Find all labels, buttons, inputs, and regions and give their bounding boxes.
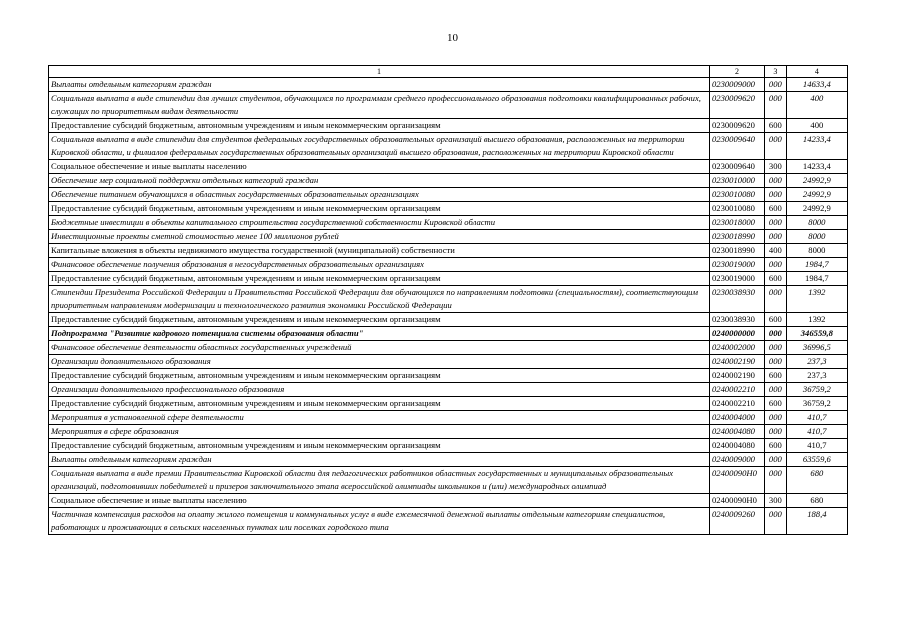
row-code-cell: 0240009260 [709,508,764,535]
row-type-cell: 000 [764,467,786,494]
row-sum-cell: 14233,4 [786,133,847,160]
row-name-cell: Бюджетные инвестиции в объекты капитального строительства государственной собственности Кировской области [49,216,710,230]
row-code-cell: 0240002190 [709,369,764,383]
table-row [49,355,848,369]
row-code-cell: 0230009000 [709,78,764,92]
row-sum-cell: 36759,2 [786,397,847,411]
row-code-cell: 0240004080 [709,439,764,453]
row-sum-cell: 24992,9 [786,188,847,202]
header-cell-sum: 4 [786,66,847,78]
row-name-cell: Мероприятия в сфере образования [49,425,710,439]
row-name-cell: Предоставление субсидий бюджетным, автономным учреждениям и иным некоммерческим организациям [49,369,710,383]
row-code-cell: 0240002000 [709,341,764,355]
row-name-cell: Частичная компенсация расходов на оплату жилого помещения и коммунальных услуг в виде ежемесячной денежной выплаты отдельным категориям специалистов, работающих и проживающих в сельских населенных пунктах или поселках городского типа [49,508,710,535]
row-code-cell: 0230010000 [709,174,764,188]
row-sum-cell: 346559,8 [786,327,847,341]
row-sum-cell: 1984,7 [786,272,847,286]
row-sum-cell: 8000 [786,230,847,244]
row-sum-cell: 24992,9 [786,174,847,188]
row-code-cell: 0230010080 [709,202,764,216]
table-row [49,508,848,535]
row-type-cell: 000 [764,258,786,272]
row-code-cell: 0230019000 [709,272,764,286]
row-name-cell: Социальная выплата в виде стипендии для студентов федеральных государственных образовательных организаций высшего образования, расположенных на территории Кировской области, и филиалов федеральных государственных образовательных организаций высшего образования, расположенных на территории Кировской области [49,133,710,160]
row-code-cell: 0240000000 [709,327,764,341]
row-name-cell: Выплаты отдельным категориям граждан [49,78,710,92]
table-row [49,453,848,467]
row-type-cell: 000 [764,286,786,313]
row-code-cell: 0230009620 [709,92,764,119]
row-sum-cell: 8000 [786,244,847,258]
table-row [49,411,848,425]
row-type-cell: 000 [764,383,786,397]
row-sum-cell: 1392 [786,313,847,327]
table-row [49,327,848,341]
table-row [49,188,848,202]
row-code-cell: 0240004080 [709,425,764,439]
row-name-cell: Подпрограмма "Развитие кадрового потенциала системы образования области" [49,327,710,341]
row-code-cell: 0230009620 [709,119,764,133]
row-code-cell: 0230018000 [709,216,764,230]
row-sum-cell: 14233,4 [786,160,847,174]
row-type-cell: 300 [764,494,786,508]
row-type-cell: 000 [764,453,786,467]
row-sum-cell: 680 [786,467,847,494]
row-type-cell: 000 [764,92,786,119]
row-type-cell: 000 [764,355,786,369]
row-name-cell: Социальное обеспечение и иные выплаты населению [49,160,710,174]
table-row [49,160,848,174]
row-type-cell: 000 [764,425,786,439]
table-row [49,244,848,258]
table-row [49,439,848,453]
row-type-cell: 600 [764,202,786,216]
table-row [49,341,848,355]
row-name-cell: Выплаты отдельным категориям граждан [49,453,710,467]
table-row [49,494,848,508]
row-name-cell: Предоставление субсидий бюджетным, автономным учреждениям и иным некоммерческим организациям [49,202,710,216]
table-row [49,133,848,160]
row-name-cell: Обеспечение мер социальной поддержки отдельных категорий граждан [49,174,710,188]
row-name-cell: Капитальные вложения в объекты недвижимого имущества государственной (муниципальной) собственности [49,244,710,258]
row-code-cell: 0240002210 [709,383,764,397]
row-type-cell: 600 [764,313,786,327]
table-row [49,383,848,397]
row-code-cell: 0240004000 [709,411,764,425]
table-row [49,230,848,244]
row-type-cell: 000 [764,216,786,230]
row-code-cell: 0230019000 [709,258,764,272]
row-sum-cell: 14633,4 [786,78,847,92]
row-type-cell: 400 [764,244,786,258]
row-name-cell: Стипендии Президента Российской Федерации и Правительства Российской Федерации для обучающихся по направлениям подготовки (специальностям), соответствующим приоритетным направлениям модернизации и технологического развития экономики Российской Федерации [49,286,710,313]
row-sum-cell: 24992,9 [786,202,847,216]
row-name-cell: Мероприятия в установленной сфере деятельности [49,411,710,425]
table-row [49,216,848,230]
row-name-cell: Предоставление субсидий бюджетным, автономным учреждениям и иным некоммерческим организациям [49,119,710,133]
row-sum-cell: 8000 [786,216,847,230]
row-type-cell: 600 [764,439,786,453]
budget-table [48,65,848,535]
table-body [49,66,848,535]
row-code-cell: 0240002210 [709,397,764,411]
row-type-cell: 000 [764,230,786,244]
row-type-cell: 600 [764,272,786,286]
row-type-cell: 000 [764,327,786,341]
row-name-cell: Предоставление субсидий бюджетным, автономным учреждениям и иным некоммерческим организациям [49,397,710,411]
row-sum-cell: 400 [786,92,847,119]
page-number: 10 [447,32,458,44]
table-row [49,313,848,327]
row-name-cell: Организации дополнительного профессионального образования [49,383,710,397]
row-code-cell: 0230018990 [709,230,764,244]
row-code-cell: 0230009640 [709,160,764,174]
row-name-cell: Финансовое обеспечение получения образования в негосударственных образовательных организациях [49,258,710,272]
row-code-cell: 0240009000 [709,453,764,467]
table-row [49,92,848,119]
header-cell-name: 1 [49,66,710,78]
row-name-cell: Инвестиционные проекты сметной стоимостью менее 100 миллионов рублей [49,230,710,244]
row-name-cell: Социальное обеспечение и иные выплаты населению [49,494,710,508]
row-type-cell: 000 [764,78,786,92]
row-type-cell: 000 [764,174,786,188]
table-row [49,286,848,313]
row-sum-cell: 188,4 [786,508,847,535]
row-sum-cell: 410,7 [786,439,847,453]
row-sum-cell: 36759,2 [786,383,847,397]
row-sum-cell: 1392 [786,286,847,313]
row-sum-cell: 237,3 [786,369,847,383]
table-row [49,174,848,188]
row-type-cell: 000 [764,341,786,355]
row-code-cell: 02400090Н0 [709,467,764,494]
table-row [49,369,848,383]
row-code-cell: 02400090Н0 [709,494,764,508]
row-code-cell: 0230010080 [709,188,764,202]
row-name-cell: Обеспечение питанием обучающихся в областных государственных образовательных организациях [49,188,710,202]
row-type-cell: 000 [764,508,786,535]
row-name-cell: Финансовое обеспечение деятельности областных государственных учреждений [49,341,710,355]
row-code-cell: 0230009640 [709,133,764,160]
table-header-row [49,66,848,78]
row-type-cell: 600 [764,397,786,411]
header-cell-code: 2 [709,66,764,78]
row-code-cell: 0230038930 [709,313,764,327]
row-sum-cell: 680 [786,494,847,508]
row-type-cell: 600 [764,119,786,133]
table-row [49,425,848,439]
row-code-cell: 0230038930 [709,286,764,313]
table-row [49,78,848,92]
row-type-cell: 000 [764,133,786,160]
row-code-cell: 0240002190 [709,355,764,369]
row-type-cell: 000 [764,188,786,202]
table-row [49,272,848,286]
row-name-cell: Предоставление субсидий бюджетным, автономным учреждениям и иным некоммерческим организациям [49,439,710,453]
row-code-cell: 0230018990 [709,244,764,258]
row-type-cell: 300 [764,160,786,174]
row-sum-cell: 36996,5 [786,341,847,355]
row-name-cell: Социальная выплата в виде премии Правительства Кировской области для педагогических работников областных государственных и муниципальных образовательных организаций, подготовивших победителей и призеров заключительного этапа всероссийской олимпиады школьников и (или) международных олимпиад [49,467,710,494]
table-row [49,119,848,133]
header-cell-type: 3 [764,66,786,78]
row-type-cell: 000 [764,411,786,425]
row-sum-cell: 410,7 [786,425,847,439]
row-sum-cell: 410,7 [786,411,847,425]
table-row [49,397,848,411]
table-row [49,258,848,272]
row-type-cell: 600 [764,369,786,383]
table-row [49,467,848,494]
row-name-cell: Предоставление субсидий бюджетным, автономным учреждениям и иным некоммерческим организациям [49,272,710,286]
table-row [49,202,848,216]
row-name-cell: Организации дополнительного образования [49,355,710,369]
row-name-cell: Предоставление субсидий бюджетным, автономным учреждениям и иным некоммерческим организациям [49,313,710,327]
row-sum-cell: 63559,6 [786,453,847,467]
row-name-cell: Социальная выплата в виде стипендии для лучших студентов, обучающихся по программам среднего профессионального образования подготовки квалифицированных рабочих, служащих по приоритетным видам деятельности [49,92,710,119]
row-sum-cell: 1984,7 [786,258,847,272]
row-sum-cell: 237,3 [786,355,847,369]
row-sum-cell: 400 [786,119,847,133]
